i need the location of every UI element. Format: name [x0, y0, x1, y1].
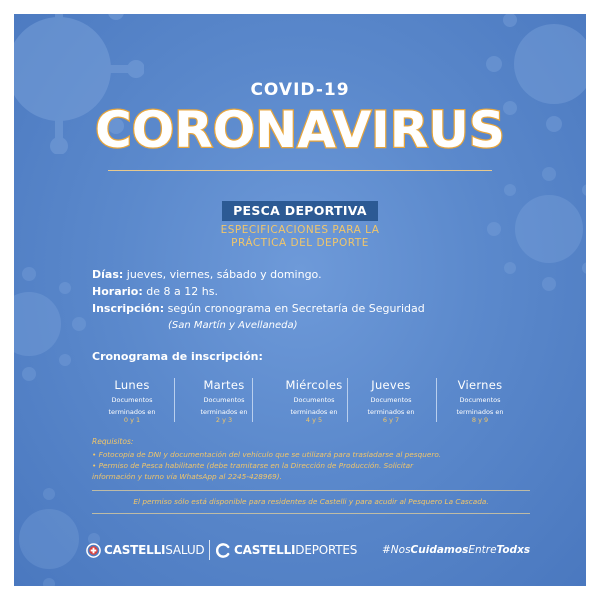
virus-illustration-left: [14, 264, 89, 384]
title-divider: [108, 170, 492, 171]
hashtag-end: Todxs: [496, 544, 531, 556]
page-title: CORONAVIRUS: [95, 101, 505, 159]
info-hours-value: de 8 a 12 hs.: [146, 285, 218, 298]
health-cross-icon: [86, 543, 101, 558]
day-name: Viernes: [457, 378, 503, 392]
day-doc-numbers: 8 y 9: [471, 416, 489, 424]
schedule-day-monday: [86, 378, 178, 424]
registration-address: (San Martín y Avellaneda): [168, 320, 298, 331]
schedule-separator: [252, 378, 253, 422]
day-docs-line1: Documentos: [203, 396, 245, 404]
requirement-item-2-cont: información y turno vía WhatsApp al 2245-428969).: [92, 472, 282, 481]
hashtag-mid: Entre: [468, 544, 497, 556]
day-docs-line1: Documentos: [459, 396, 501, 404]
day-docs-line2: terminados en: [200, 408, 248, 416]
poster: [14, 14, 586, 586]
day-docs-line2: terminados en: [367, 408, 415, 416]
info-registration: [92, 302, 425, 315]
section-subtitle-line2: PRÁCTICA DEL DEPORTE: [231, 237, 369, 249]
disclaimer: El permiso sólo está disponible para residentes de Castelli y para acudir al Pesquero La Cascada.: [133, 497, 489, 506]
schedule-title: Cronograma de inscripción:: [92, 350, 263, 363]
day-docs-line2: terminados en: [456, 408, 504, 416]
divider-top: [92, 490, 530, 491]
logo1-bold: CASTELLI: [104, 543, 166, 557]
day-docs-line1: Documentos: [293, 396, 335, 404]
info-registration-value: según cronograma en Secretaría de Seguridad: [167, 302, 425, 315]
requirement-item-1: • Fotocopia de DNI y documentación del vehículo que se utilizará para trasladarse al pesquero.: [92, 450, 442, 459]
hashtag-bold: Cuidamos: [410, 544, 469, 556]
day-name: Lunes: [114, 378, 150, 392]
schedule-day-friday: [434, 378, 526, 424]
day-doc-numbers: 0 y 1: [123, 416, 141, 424]
covid-subtitle: COVID-19: [250, 80, 350, 100]
logo2-bold: CASTELLI: [234, 543, 296, 557]
day-doc-numbers: 2 y 3: [215, 416, 233, 424]
day-name: Martes: [203, 378, 245, 392]
schedule-day-thursday: [345, 378, 437, 424]
castelli-salud-logo: [86, 542, 204, 558]
info-hours-label: Horario:: [92, 285, 143, 298]
logo1-light: SALUD: [165, 543, 205, 557]
day-name: Miércoles: [285, 378, 343, 392]
schedule-separator: [174, 378, 175, 422]
day-doc-numbers: 6 y 7: [382, 416, 400, 424]
section-title: PESCA DEPORTIVA: [233, 203, 367, 218]
info-hours: [92, 285, 218, 298]
info-days-label: Días:: [92, 268, 124, 281]
info-registration-label: Inscripción:: [92, 302, 165, 315]
schedule-day-tuesday: [178, 378, 270, 424]
castelli-deportes-logo: [216, 542, 357, 558]
day-name: Jueves: [371, 378, 411, 392]
divider-bottom: [92, 513, 530, 514]
info-days: [92, 268, 322, 281]
info-days-value: jueves, viernes, sábado y domingo.: [126, 268, 322, 281]
day-docs-line1: Documentos: [370, 396, 412, 404]
day-docs-line1: Documentos: [111, 396, 153, 404]
day-docs-line2: terminados en: [108, 408, 156, 416]
virus-illustration-bottom-left: [14, 484, 104, 586]
day-doc-numbers: 4 y 5: [305, 416, 323, 424]
requirements-title: Requisitos:: [92, 437, 134, 446]
hashtag: [382, 544, 530, 556]
day-docs-line2: terminados en: [290, 408, 338, 416]
footer-divider: [209, 540, 210, 560]
requirement-item-2: • Permiso de Pesca habilitante (debe tramitarse en la Dirección de Producción. Solicitar: [92, 461, 414, 470]
hashtag-pre: #Nos: [382, 544, 411, 556]
deportes-c-icon: [216, 543, 231, 558]
logo2-light: DEPORTES: [295, 543, 358, 557]
section-subtitle-line1: ESPECIFICACIONES PARA LA: [220, 224, 380, 236]
